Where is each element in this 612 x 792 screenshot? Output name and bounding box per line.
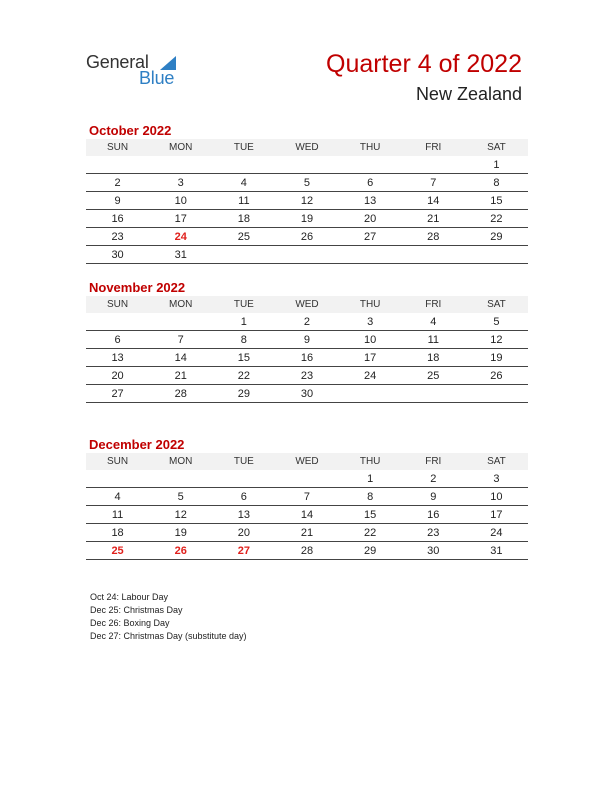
day-cell: 8 bbox=[212, 331, 275, 349]
day-cell: 23 bbox=[275, 367, 338, 385]
day-cell: 9 bbox=[402, 488, 465, 506]
weekday-header: WED bbox=[275, 139, 338, 156]
day-cell: 12 bbox=[149, 506, 212, 524]
week-row bbox=[86, 174, 528, 192]
empty-day-cell bbox=[86, 156, 149, 174]
day-cell: 29 bbox=[212, 385, 275, 403]
empty-day-cell bbox=[86, 313, 149, 331]
day-cell: 20 bbox=[339, 210, 402, 228]
weekday-header: MON bbox=[149, 296, 212, 313]
day-cell: 6 bbox=[339, 174, 402, 192]
day-cell: 2 bbox=[275, 313, 338, 331]
day-cell: 8 bbox=[465, 174, 528, 192]
day-cell: 29 bbox=[465, 228, 528, 246]
empty-day-cell bbox=[402, 246, 465, 264]
weekday-header: SUN bbox=[86, 453, 149, 470]
month-october bbox=[86, 122, 528, 264]
day-cell: 1 bbox=[339, 470, 402, 488]
day-cell: 30 bbox=[402, 542, 465, 560]
generalblue-logo bbox=[86, 52, 196, 92]
empty-day-cell bbox=[465, 246, 528, 264]
month-title: December 2022 bbox=[89, 437, 185, 452]
day-cell: 17 bbox=[149, 210, 212, 228]
day-cell: 26 bbox=[149, 542, 212, 560]
weekday-header: SUN bbox=[86, 296, 149, 313]
day-cell: 5 bbox=[465, 313, 528, 331]
day-cell: 3 bbox=[465, 470, 528, 488]
day-cell: 12 bbox=[465, 331, 528, 349]
holiday-note: Dec 25: Christmas Day bbox=[90, 605, 183, 615]
day-cell: 1 bbox=[465, 156, 528, 174]
weekday-header: MON bbox=[149, 453, 212, 470]
day-cell: 10 bbox=[465, 488, 528, 506]
logo-text-blue: Blue bbox=[139, 68, 175, 88]
day-cell: 23 bbox=[402, 524, 465, 542]
day-cell: 30 bbox=[86, 246, 149, 264]
day-cell: 2 bbox=[86, 174, 149, 192]
day-cell: 25 bbox=[212, 228, 275, 246]
day-cell: 26 bbox=[465, 367, 528, 385]
holiday-note: Oct 24: Labour Day bbox=[90, 592, 169, 602]
weekday-header: SUN bbox=[86, 139, 149, 156]
week-row bbox=[86, 542, 528, 560]
day-cell: 17 bbox=[465, 506, 528, 524]
day-cell: 15 bbox=[339, 506, 402, 524]
day-cell: 21 bbox=[149, 367, 212, 385]
day-cell: 9 bbox=[275, 331, 338, 349]
day-cell: 22 bbox=[339, 524, 402, 542]
week-row bbox=[86, 210, 528, 228]
weekday-header: SAT bbox=[465, 296, 528, 313]
weekday-header: WED bbox=[275, 296, 338, 313]
empty-day-cell bbox=[339, 246, 402, 264]
weekday-header: FRI bbox=[402, 296, 465, 313]
weekday-header: TUE bbox=[212, 453, 275, 470]
day-cell: 18 bbox=[402, 349, 465, 367]
day-cell: 25 bbox=[402, 367, 465, 385]
day-cell: 4 bbox=[86, 488, 149, 506]
day-cell: 14 bbox=[275, 506, 338, 524]
day-cell: 5 bbox=[275, 174, 338, 192]
week-row bbox=[86, 228, 528, 246]
day-cell: 17 bbox=[339, 349, 402, 367]
day-cell: 11 bbox=[212, 192, 275, 210]
day-cell: 30 bbox=[275, 385, 338, 403]
weekday-header: TUE bbox=[212, 139, 275, 156]
day-cell: 25 bbox=[86, 542, 149, 560]
empty-day-cell bbox=[212, 470, 275, 488]
calendar-table bbox=[86, 139, 528, 264]
weekday-header: THU bbox=[339, 453, 402, 470]
empty-day-cell bbox=[149, 470, 212, 488]
day-cell: 7 bbox=[149, 331, 212, 349]
country-name: New Zealand bbox=[415, 84, 522, 104]
day-cell: 20 bbox=[86, 367, 149, 385]
week-row bbox=[86, 156, 528, 174]
week-row bbox=[86, 385, 528, 403]
day-cell: 4 bbox=[402, 313, 465, 331]
day-cell: 2 bbox=[402, 470, 465, 488]
empty-day-cell bbox=[275, 470, 338, 488]
week-row bbox=[86, 349, 528, 367]
month-title: November 2022 bbox=[89, 280, 186, 295]
day-cell: 14 bbox=[149, 349, 212, 367]
holiday-note: Dec 26: Boxing Day bbox=[90, 618, 170, 628]
holiday-note: Dec 27: Christmas Day (substitute day) bbox=[90, 631, 247, 641]
week-row bbox=[86, 367, 528, 385]
day-cell: 31 bbox=[465, 542, 528, 560]
day-cell: 4 bbox=[212, 174, 275, 192]
day-cell: 8 bbox=[339, 488, 402, 506]
weekday-header: SAT bbox=[465, 453, 528, 470]
day-cell: 24 bbox=[149, 228, 212, 246]
weekday-header: MON bbox=[149, 139, 212, 156]
day-cell: 28 bbox=[275, 542, 338, 560]
day-cell: 22 bbox=[212, 367, 275, 385]
day-cell: 10 bbox=[339, 331, 402, 349]
empty-day-cell bbox=[149, 313, 212, 331]
day-cell: 7 bbox=[275, 488, 338, 506]
page-title: Quarter 4 of 2022 bbox=[326, 50, 522, 78]
day-cell: 12 bbox=[275, 192, 338, 210]
day-cell: 28 bbox=[402, 228, 465, 246]
holiday-notes bbox=[90, 591, 247, 643]
day-cell: 11 bbox=[86, 506, 149, 524]
day-cell: 16 bbox=[86, 210, 149, 228]
day-cell: 6 bbox=[86, 331, 149, 349]
day-cell: 27 bbox=[86, 385, 149, 403]
day-cell: 24 bbox=[465, 524, 528, 542]
day-cell: 29 bbox=[339, 542, 402, 560]
day-cell: 14 bbox=[402, 192, 465, 210]
week-row bbox=[86, 192, 528, 210]
day-cell: 19 bbox=[275, 210, 338, 228]
weekday-header: WED bbox=[275, 453, 338, 470]
week-row bbox=[86, 470, 528, 488]
day-cell: 16 bbox=[402, 506, 465, 524]
logo-text-general: General bbox=[86, 52, 149, 72]
calendar-table bbox=[86, 296, 528, 403]
day-cell: 27 bbox=[212, 542, 275, 560]
day-cell: 10 bbox=[149, 192, 212, 210]
day-cell: 24 bbox=[339, 367, 402, 385]
day-cell: 5 bbox=[149, 488, 212, 506]
day-cell: 15 bbox=[212, 349, 275, 367]
day-cell: 19 bbox=[465, 349, 528, 367]
day-cell: 18 bbox=[86, 524, 149, 542]
empty-day-cell bbox=[339, 385, 402, 403]
weekday-header: FRI bbox=[402, 453, 465, 470]
day-cell: 31 bbox=[149, 246, 212, 264]
weekday-header: SAT bbox=[465, 139, 528, 156]
week-row bbox=[86, 506, 528, 524]
empty-day-cell bbox=[275, 246, 338, 264]
day-cell: 1 bbox=[212, 313, 275, 331]
day-cell: 3 bbox=[149, 174, 212, 192]
day-cell: 19 bbox=[149, 524, 212, 542]
day-cell: 23 bbox=[86, 228, 149, 246]
weekday-header: THU bbox=[339, 139, 402, 156]
day-cell: 27 bbox=[339, 228, 402, 246]
day-cell: 3 bbox=[339, 313, 402, 331]
day-cell: 13 bbox=[212, 506, 275, 524]
calendar-table bbox=[86, 453, 528, 560]
day-cell: 18 bbox=[212, 210, 275, 228]
empty-day-cell bbox=[212, 246, 275, 264]
weekday-header: FRI bbox=[402, 139, 465, 156]
week-row bbox=[86, 488, 528, 506]
empty-day-cell bbox=[275, 156, 338, 174]
empty-day-cell bbox=[402, 156, 465, 174]
week-row bbox=[86, 313, 528, 331]
empty-day-cell bbox=[86, 470, 149, 488]
day-cell: 21 bbox=[275, 524, 338, 542]
day-cell: 15 bbox=[465, 192, 528, 210]
day-cell: 13 bbox=[86, 349, 149, 367]
day-cell: 9 bbox=[86, 192, 149, 210]
month-title: October 2022 bbox=[89, 123, 172, 138]
weekday-header: TUE bbox=[212, 296, 275, 313]
day-cell: 26 bbox=[275, 228, 338, 246]
week-row bbox=[86, 246, 528, 264]
day-cell: 28 bbox=[149, 385, 212, 403]
empty-day-cell bbox=[339, 156, 402, 174]
week-row bbox=[86, 524, 528, 542]
empty-day-cell bbox=[212, 156, 275, 174]
day-cell: 6 bbox=[212, 488, 275, 506]
month-november bbox=[86, 279, 528, 403]
day-cell: 21 bbox=[402, 210, 465, 228]
weekday-header: THU bbox=[339, 296, 402, 313]
month-december bbox=[86, 436, 528, 560]
day-cell: 11 bbox=[402, 331, 465, 349]
empty-day-cell bbox=[465, 385, 528, 403]
day-cell: 7 bbox=[402, 174, 465, 192]
day-cell: 22 bbox=[465, 210, 528, 228]
day-cell: 13 bbox=[339, 192, 402, 210]
day-cell: 16 bbox=[275, 349, 338, 367]
empty-day-cell bbox=[402, 385, 465, 403]
day-cell: 20 bbox=[212, 524, 275, 542]
empty-day-cell bbox=[149, 156, 212, 174]
week-row bbox=[86, 331, 528, 349]
